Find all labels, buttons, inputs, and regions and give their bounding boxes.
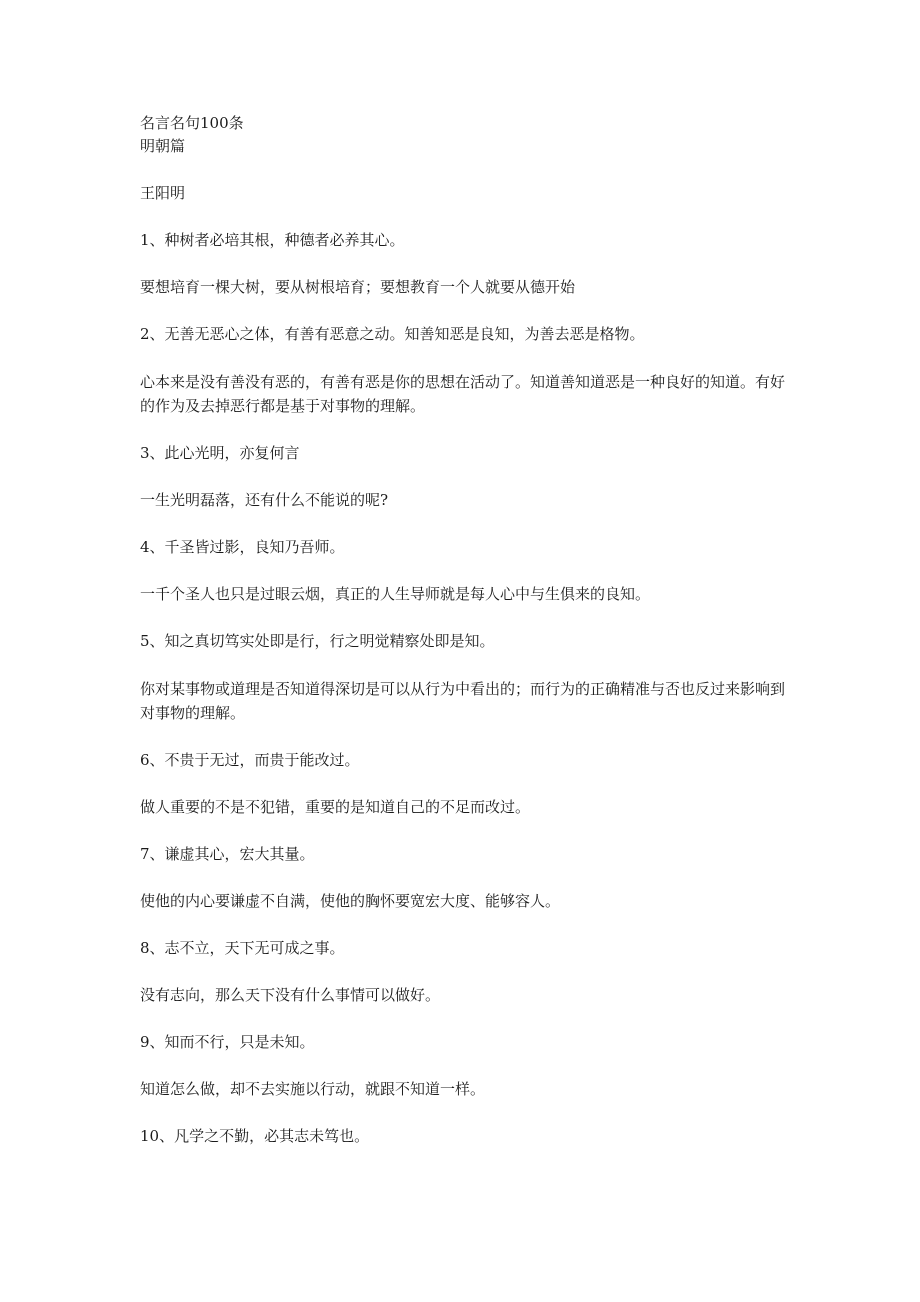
quote-text: 10、凡学之不勤，必其志未笃也。 [140,1127,370,1145]
section-heading: 明朝篇 [140,137,186,155]
entry-7-explanation [140,890,790,913]
explanation-text: 要想培育一棵大树，要从树根培育；要想教育一个人就要从德开始 [140,278,576,296]
entry-5-explanation [140,677,790,725]
entry-3 [140,442,790,465]
entry-2 [140,323,790,346]
quote-text: 4、千圣皆过影，良知乃吾师。 [140,538,345,556]
entry-4-explanation [140,583,790,606]
entry-1-explanation [140,276,790,299]
explanation-text: 使他的内心要谦虚不自满，使他的胸怀要宽宏大度、能够容人。 [140,892,561,910]
entry-4 [140,536,790,559]
quote-text: 7、谦虚其心，宏大其量。 [140,845,315,863]
quote-text: 8、志不立，天下无可成之事。 [140,939,345,957]
quote-text: 2、无善无恶心之体，有善有恶意之动。知善知恶是良知，为善去恶是格物。 [140,325,645,343]
explanation-text: 一生光明磊落，还有什么不能说的呢? [140,491,389,509]
document-title: 名言名句100条 [140,114,244,132]
explanation-text: 做人重要的不是不犯错，重要的是知道自己的不足而改过。 [140,798,531,816]
author-name: 王阳明 [140,184,186,202]
entry-9-explanation [140,1078,790,1101]
entry-3-explanation [140,489,790,512]
document-page [140,112,790,1148]
quote-text: 6、不贵于无过，而贵于能改过。 [140,751,360,769]
quote-text: 9、知而不行，只是未知。 [140,1033,315,1051]
explanation-text: 一千个圣人也只是过眼云烟，真正的人生导师就是每人心中与生俱来的良知。 [140,585,651,603]
explanation-text: 心本来是没有善没有恶的，有善有恶是你的思想在活动了。知道善知道恶是一种良好的知道。有好的作为及去掉恶行都是基于对事物的理解。 [140,373,786,415]
explanation-text: 没有志向，那么天下没有什么事情可以做好。 [140,986,441,1004]
quote-text: 1、种树者必培其根，种德者必养其心。 [140,231,405,249]
entry-6 [140,749,790,772]
explanation-text: 知道怎么做，却不去实施以行动，就跟不知道一样。 [140,1080,486,1098]
quote-text: 3、此心光明，亦复何言 [140,444,300,462]
entry-5 [140,630,790,653]
entry-8-explanation [140,984,790,1007]
entry-2-explanation [140,370,790,418]
entry-8 [140,937,790,960]
entry-7 [140,843,790,866]
entry-6-explanation [140,796,790,819]
entry-1 [140,229,790,252]
quote-text: 5、知之真切笃实处即是行，行之明觉精察处即是知。 [140,632,495,650]
entry-9 [140,1031,790,1054]
entry-10 [140,1125,790,1148]
explanation-text: 你对某事物或道理是否知道得深切是可以从行为中看出的；而行为的正确精准与否也反过来影响到对事物的理解。 [140,680,786,722]
